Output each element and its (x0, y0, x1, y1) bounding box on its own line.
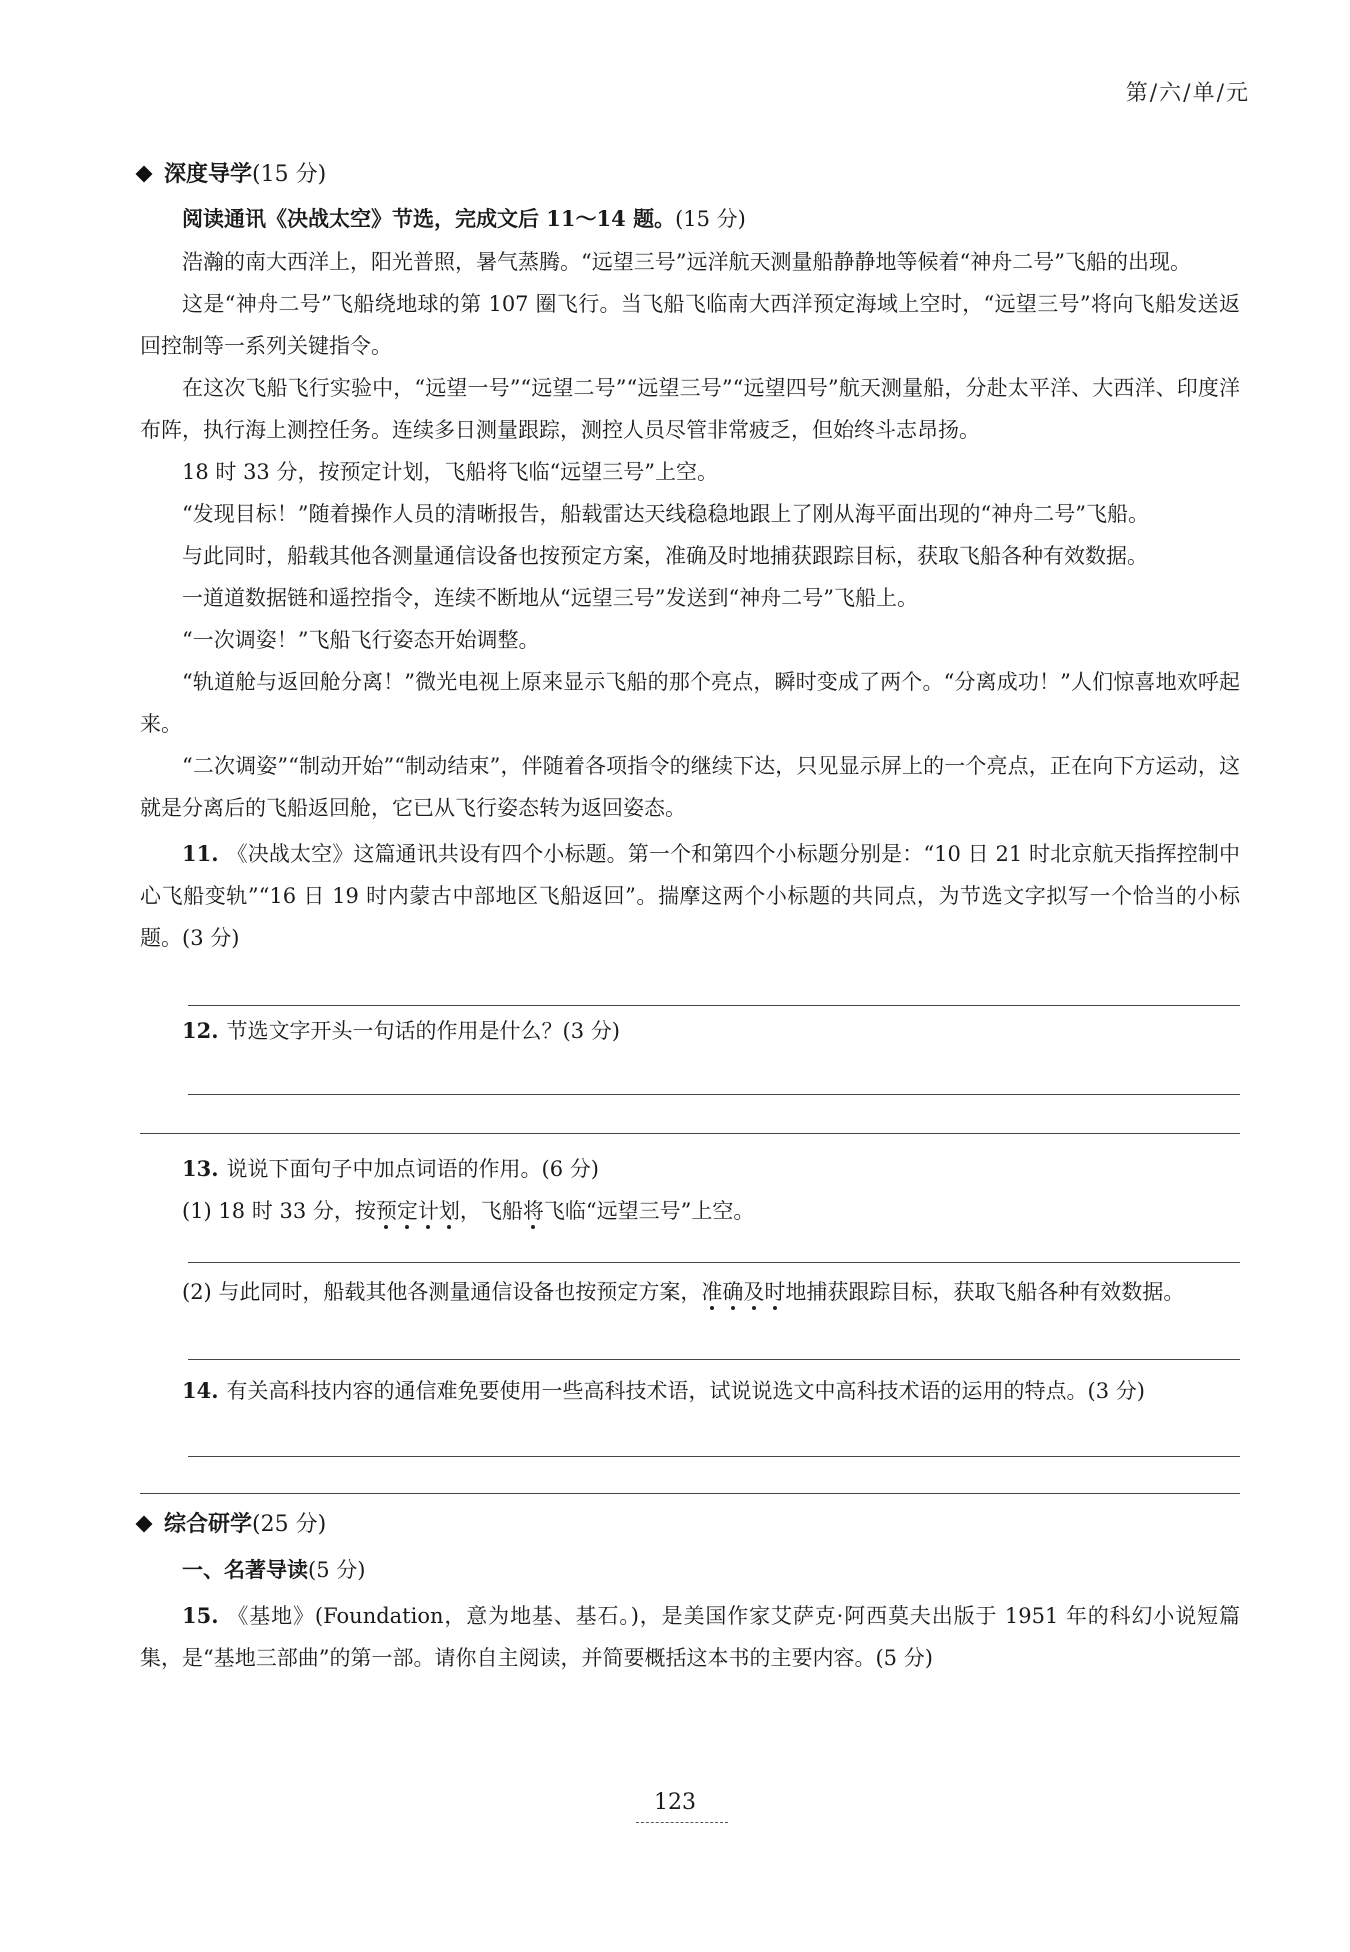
emphasis-char: 计 (417, 1199, 439, 1223)
emphasis-char: 时 (764, 1280, 786, 1304)
page-number-underline (636, 1822, 728, 1823)
question-text: 《基地》(Foundation，意为地基、基石。)，是美国作家艾萨克·阿西莫夫出版于 1951 年的科幻小说短篇集，是“基地三部曲”的第一部。请你自主阅读，并简要概括这本书的主要内容。(5 分) (140, 1604, 1240, 1670)
question-11 (140, 833, 1240, 959)
question-13-sentence-1 (140, 1190, 1240, 1232)
sentence-part: (2) 与此同时，船载其他各测量通信设备也按预定方案， (182, 1280, 702, 1304)
section-title-text: 深度导学 (164, 161, 253, 187)
sentence-part: 地捕获跟踪目标，获取飞船各种有效数据。 (785, 1280, 1185, 1304)
emphasis-char: 及 (743, 1280, 765, 1304)
emphasis-char: 定 (396, 1199, 418, 1223)
diamond-bullet-icon (136, 1516, 153, 1533)
passage-paragraph: 18 时 33 分，按预定计划，飞船将飞临“远望三号”上空。 (182, 460, 718, 484)
question-text: 说说下面句子中加点词语的作用。(6 分) (226, 1157, 599, 1181)
unit-header: 第/六/单/元 (1125, 81, 1250, 106)
passage-paragraph: “一次调姿！”飞船飞行姿态开始调整。 (182, 628, 540, 652)
instruction-points: (15 分) (675, 207, 746, 231)
section-points: (15 分) (252, 162, 327, 187)
question-13-sentence-2 (140, 1271, 1240, 1313)
subsection-points: (5 分) (308, 1558, 366, 1582)
passage (140, 241, 1240, 829)
question-text: 节选文字开头一句话的作用是什么？(3 分) (226, 1019, 620, 1043)
question-12 (140, 1010, 1240, 1052)
question-number: 15. (182, 1603, 219, 1628)
passage-paragraph: 这是“神舟二号”飞船绕地球的第 107 圈飞行。当飞船飞临南大西洋预定海域上空时，“远望三号”将向飞船发送返回控制等一系列关键指令。 (140, 292, 1240, 358)
emphasis-char: 将 (522, 1199, 544, 1223)
question-number: 14. (182, 1378, 219, 1403)
sentence-part: 飞临“远望三号”上空。 (543, 1199, 755, 1223)
answer-line[interactable] (140, 1457, 1240, 1494)
answer-line[interactable] (188, 1313, 1240, 1360)
diamond-bullet-icon (136, 166, 153, 183)
question-text: 《决战太空》这篇通讯共设有四个小标题。第一个和第四个小标题分别是：“10 日 21 时北京航天指挥控制中心飞船变轨”“16 日 19 时内蒙古中部地区飞船返回”。揣摩这两个小标题的共同点，为节选文字拟写一个恰当的小标题。(3 分) (140, 842, 1240, 950)
passage-paragraph: 浩瀚的南大西洋上，阳光普照，暑气蒸腾。“远望三号”远洋航天测量船静静地等候着“神舟二号”飞船的出现。 (182, 250, 1191, 274)
dotted-word (523, 1199, 544, 1223)
passage-paragraph: “轨道舱与返回舱分离！”微光电视上原来显示飞船的那个亮点，瞬时变成了两个。“分离成功！”人们惊喜地欢呼起来。 (140, 670, 1240, 736)
subsection-title: 一、名著导读 (182, 1557, 308, 1582)
emphasis-char: 预 (375, 1199, 397, 1223)
answer-line[interactable] (140, 1095, 1240, 1134)
dotted-word (701, 1280, 785, 1304)
reading-instruction (140, 199, 1240, 239)
section-title-deep-study (134, 156, 1240, 193)
section-title-comprehensive (134, 1506, 1240, 1543)
passage-paragraph: 一道道数据链和遥控指令，连续不断地从“远望三号”发送到“神舟二号”飞船上。 (182, 586, 918, 610)
sentence-part: ，飞船 (459, 1199, 523, 1223)
dotted-word (376, 1199, 460, 1223)
emphasis-char: 准 (701, 1280, 723, 1304)
question-number: 11. (182, 841, 219, 866)
passage-paragraph: “二次调姿”“制动开始”“制动结束”，伴随着各项指令的继续下达，只见显示屏上的一个亮点，正在向下方运动，这就是分离后的飞船返回舱，它已从飞行姿态转为返回姿态。 (140, 754, 1240, 820)
answer-line[interactable] (188, 1052, 1240, 1095)
answer-line[interactable] (188, 1232, 1240, 1263)
question-13 (140, 1148, 1240, 1190)
question-15 (140, 1595, 1240, 1679)
passage-paragraph: 在这次飞船飞行实验中，“远望一号”“远望二号”“远望三号”“远望四号”航天测量船，分赴太平洋、大西洋、印度洋布阵，执行海上测控任务。连续多日测量跟踪，测控人员尽管非常疲乏，但始终斗志昂扬。 (140, 376, 1240, 442)
subsection-classics-reading (140, 1549, 1240, 1591)
question-number: 12. (182, 1018, 219, 1043)
question-14 (140, 1370, 1240, 1412)
emphasis-char: 划 (438, 1199, 460, 1223)
instruction-text: 阅读通讯《决战太空》节选，完成文后 11～14 题。 (182, 206, 676, 231)
answer-line[interactable] (188, 959, 1240, 1006)
answer-line[interactable] (188, 1412, 1240, 1457)
page-number: 123 (654, 1790, 696, 1815)
passage-paragraph: “发现目标！”随着操作人员的清晰报告，船载雷达天线稳稳地跟上了刚从海平面出现的“神舟二号”飞船。 (182, 502, 1149, 526)
section-points: (25 分) (252, 1512, 327, 1537)
sentence-part: (1) 18 时 33 分，按 (182, 1199, 376, 1223)
section-title-text: 综合研学 (164, 1511, 253, 1537)
question-text: 有关高科技内容的通信难免要使用一些高科技术语，试说说选文中高科技术语的运用的特点。(3 分) (226, 1379, 1145, 1403)
passage-paragraph: 与此同时，船载其他各测量通信设备也按预定方案，准确及时地捕获跟踪目标，获取飞船各种有效数据。 (182, 544, 1148, 568)
emphasis-char: 确 (722, 1280, 744, 1304)
question-number: 13. (182, 1156, 219, 1181)
page-body (140, 150, 1240, 1679)
